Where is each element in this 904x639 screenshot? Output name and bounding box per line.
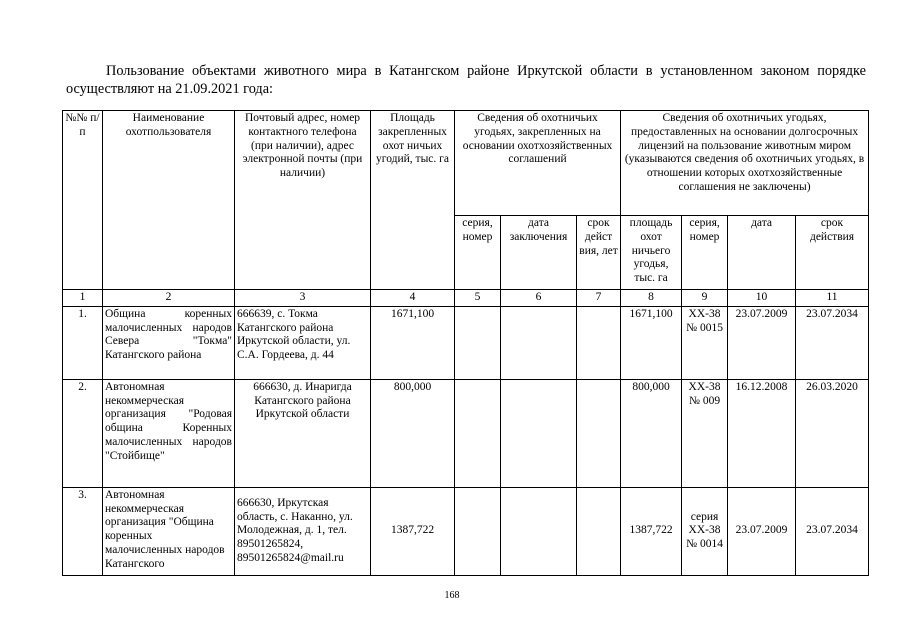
row-lic-term: 23.07.2034 [796, 487, 869, 575]
row-lic-series: серия ХХ-38 № 0014 [682, 487, 728, 575]
col-number: 10 [728, 290, 796, 307]
row-address: 666630, д. Инаригда Катангского района Иркутской области [235, 379, 371, 487]
row-lic-date: 16.12.2008 [728, 379, 796, 487]
col-number: 4 [371, 290, 455, 307]
header-licenses: Сведения об охотничьих угодьях, предоставленных на основании долгосрочных лицензий на пользование животным миром (указываются сведения об охотничьих угодьях, в отношении которых охотхозяйственные соглашения не заключены) [621, 111, 869, 216]
table-row [63, 487, 869, 575]
row-area: 1387,722 [371, 487, 455, 575]
header-lic-date: дата [728, 216, 796, 290]
header-lic-series: серия, номер [682, 216, 728, 290]
row-area: 800,000 [371, 379, 455, 487]
col-number: 2 [103, 290, 235, 307]
header-agr-term: срок дейст вия, лет [577, 216, 621, 290]
header-lic-area: площадь охот ничьего угодья, тыс. га [621, 216, 682, 290]
col-number: 6 [501, 290, 577, 307]
header-agreements: Сведения об охотничьих угодьях, закрепленных на основании охотхозяйственных соглашений [455, 111, 621, 216]
header-row-main [63, 111, 869, 216]
row-name: Община коренных малочисленных народов Севера "Токма" Катангского района [103, 306, 235, 379]
row-agr-term [577, 487, 621, 575]
row-agr-date [501, 306, 577, 379]
intro-paragraph: Пользование объектами животного мира в Катангском районе Иркутской области в установленном законом порядке осуществляют на 21.09.2021 года: [66, 63, 866, 97]
header-agr-series: серия, номер [455, 216, 501, 290]
row-lic-term: 26.03.2020 [796, 379, 869, 487]
row-address: 666630, Иркутская область, с. Наканно, ул. Молодежная, д. 1, тел. 89501265824, 89501265824@mail.ru [235, 487, 371, 575]
table-row [63, 379, 869, 487]
col-number: 9 [682, 290, 728, 307]
row-agr-date [501, 379, 577, 487]
row-agr-date [501, 487, 577, 575]
table-row [63, 306, 869, 379]
row-num: 2. [63, 379, 103, 487]
row-lic-date: 23.07.2009 [728, 306, 796, 379]
row-lic-series: ХХ-38 № 0015 [682, 306, 728, 379]
row-agr-term [577, 306, 621, 379]
header-agr-date: дата заключения [501, 216, 577, 290]
header-num: №№ п/п [63, 111, 103, 290]
header-address: Почтовый адрес, номер контактного телефона (при наличии), адрес электронной почты (при наличии) [235, 111, 371, 290]
col-number: 8 [621, 290, 682, 307]
col-number: 7 [577, 290, 621, 307]
header-lic-term: срок действия [796, 216, 869, 290]
col-number: 3 [235, 290, 371, 307]
row-lic-area: 1387,722 [621, 487, 682, 575]
row-num: 1. [63, 306, 103, 379]
row-lic-area: 1671,100 [621, 306, 682, 379]
row-agr-series [455, 306, 501, 379]
row-address: 666639, с. Токма Катангского района Иркутской области, ул. С.А. Гордеева, д. 44 [235, 306, 371, 379]
row-lic-date: 23.07.2009 [728, 487, 796, 575]
col-number: 1 [63, 290, 103, 307]
column-number-row [63, 290, 869, 307]
hunting-users-table [62, 110, 869, 576]
row-agr-series [455, 487, 501, 575]
row-area: 1671,100 [371, 306, 455, 379]
col-number: 5 [455, 290, 501, 307]
page-number: 168 [444, 590, 460, 601]
row-agr-series [455, 379, 501, 487]
header-area: Площадь закрепленных охот ничьих угодий, тыс. га [371, 111, 455, 290]
row-name: Автономная некоммерческая организация "Родовая община Коренных малочисленных народов "Стойбище" [103, 379, 235, 487]
row-lic-term: 23.07.2034 [796, 306, 869, 379]
header-name: Наименование охотпользователя [103, 111, 235, 290]
row-lic-series: ХХ-38 № 009 [682, 379, 728, 487]
col-number: 11 [796, 290, 869, 307]
row-lic-area: 800,000 [621, 379, 682, 487]
row-num: 3. [63, 487, 103, 575]
row-agr-term [577, 379, 621, 487]
row-name: Автономная некоммерческая организация "Община коренных малочисленных народов Катангского [103, 487, 235, 575]
